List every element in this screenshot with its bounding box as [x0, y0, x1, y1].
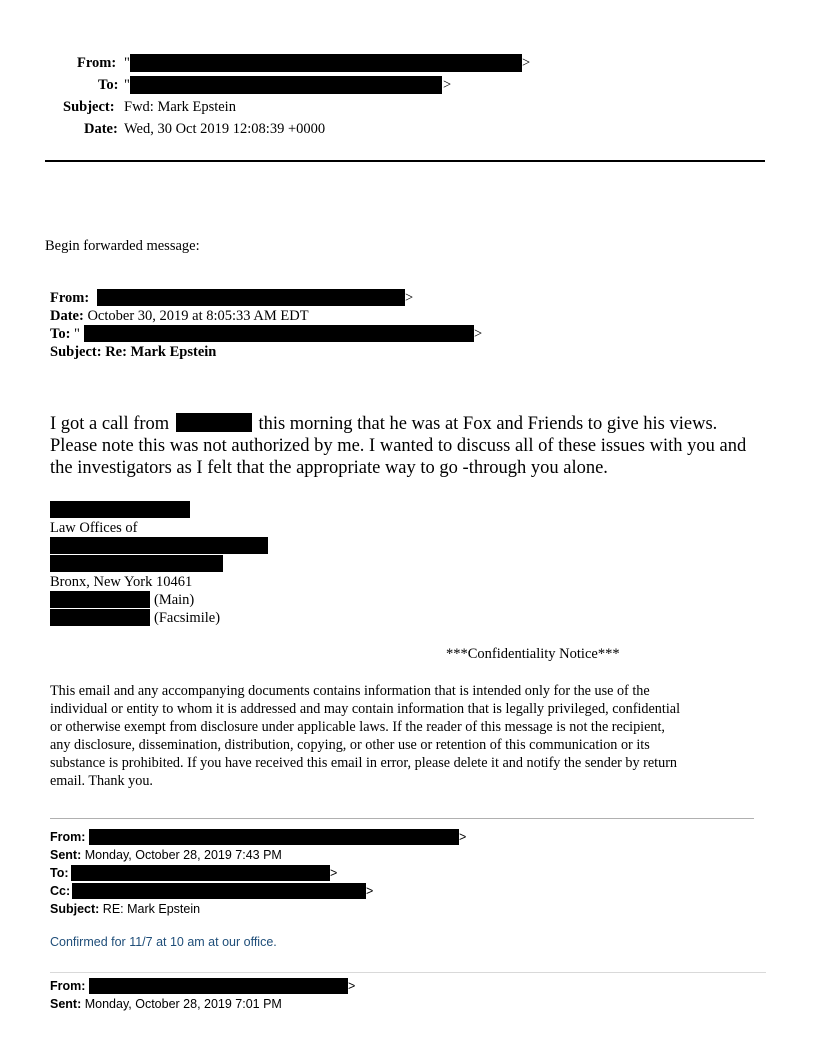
- reply-1-message: Confirmed for 11/7 at 10 am at our office.: [50, 935, 277, 949]
- signature-city: Bronx, New York 10461: [50, 574, 193, 590]
- signature-main: (Main): [154, 592, 195, 608]
- confidentiality-line: email. Thank you.: [50, 773, 153, 789]
- reply-2-sent-value: Monday, October 28, 2019 7:01 PM: [84, 997, 282, 1011]
- redaction-bar: [71, 865, 330, 881]
- forwarded-to-gt: >: [474, 326, 483, 342]
- reply-1-subject-label: Subject:: [50, 902, 100, 916]
- forwarded-from-gt: >: [405, 290, 414, 306]
- body-line-1a: I got a call from: [50, 414, 170, 434]
- body-line-1: [50, 413, 717, 435]
- confidentiality-line: substance is prohibited. If you have received this email in error, please delete it and notify the sender by return: [50, 755, 678, 771]
- reply-1-subject-row: [50, 900, 200, 918]
- forwarded-subject-value: Re: Mark Epstein: [105, 344, 217, 360]
- reply-2-sent-row: [50, 995, 282, 1013]
- body-line-2: Please note this was not authorized by me. I wanted to discuss all of these issues with you and: [50, 436, 747, 456]
- redaction-bar: [130, 54, 522, 72]
- confidentiality-line: individual or entity to whom it is addressed and may contain information that is legally privileged, confidential: [50, 701, 681, 717]
- forwarded-subject-row: [50, 343, 216, 361]
- header-from-gt: >: [522, 55, 531, 71]
- redaction-bar: [50, 609, 150, 626]
- forwarded-from-row: [50, 289, 750, 307]
- forwarded-subject-label: Subject:: [50, 344, 102, 360]
- reply-1-cc-gt: >: [366, 884, 374, 898]
- redaction-bar: [50, 501, 190, 518]
- confidentiality-line: or otherwise exempt from disclosure under applicable laws. If the reader of this message is not the recipient,: [50, 719, 665, 735]
- reply-divider: [50, 972, 766, 973]
- reply-1-cc-label: Cc:: [50, 884, 71, 898]
- header-from-quote: ": [124, 55, 130, 71]
- confidentiality-text: [50, 682, 770, 790]
- header-to-label: To:: [98, 77, 119, 93]
- reply-1-sent-value: Monday, October 28, 2019 7:43 PM: [84, 848, 282, 862]
- header-to-quote: ": [124, 77, 130, 93]
- redaction-bar: [97, 289, 405, 306]
- body-line-1b: this morning that he was at Fox and Friends to give his views.: [258, 414, 718, 434]
- forwarded-date-value: October 30, 2019 at 8:05:33 AM EDT: [87, 308, 309, 324]
- reply-2-from-row: [50, 977, 750, 995]
- header-divider: [45, 160, 765, 162]
- header-subject-label: Subject:: [63, 99, 115, 115]
- body-line-3: the investigators as I felt that the appropriate way to go -through you alone.: [50, 458, 608, 478]
- redaction-bar: [89, 978, 348, 994]
- reply-1-sent-row: [50, 846, 282, 864]
- redaction-bar: [50, 555, 223, 572]
- forwarded-to-label: To:: [50, 326, 71, 342]
- redaction-bar: [72, 883, 366, 899]
- reply-1-sent-label: Sent:: [50, 848, 82, 862]
- reply-2-sent-label: Sent:: [50, 997, 82, 1011]
- forward-intro: Begin forwarded message:: [45, 238, 200, 254]
- forwarded-date-row: [50, 307, 309, 325]
- redaction-bar: [176, 413, 252, 432]
- reply-1-to-gt: >: [330, 866, 338, 880]
- reply-divider: [50, 818, 754, 819]
- forwarded-date-label: Date:: [50, 308, 84, 324]
- confidentiality-title: ***Confidentiality Notice***: [446, 646, 620, 662]
- reply-2-from-gt: >: [348, 979, 356, 993]
- forwarded-from-label: From:: [50, 290, 90, 306]
- confidentiality-line: This email and any accompanying documents contains information that is intended only for the use of the: [50, 683, 650, 699]
- redaction-bar: [130, 76, 442, 94]
- reply-1-cc-row: [50, 882, 750, 900]
- reply-1-subject-value: RE: Mark Epstein: [102, 902, 201, 916]
- reply-1-from-label: From:: [50, 830, 86, 844]
- forwarded-to-quote: ": [74, 326, 80, 342]
- reply-1-from-row: [50, 828, 750, 846]
- header-date-label: Date:: [84, 121, 118, 137]
- redaction-bar: [84, 325, 474, 342]
- forwarded-to-row: [50, 325, 750, 343]
- confidentiality-line: any disclosure, dissemination, distribution, copying, or other use or retention of this communication or its: [50, 737, 650, 753]
- header-from-label: From:: [77, 55, 117, 71]
- reply-2-from-label: From:: [50, 979, 86, 993]
- reply-1-to-label: To:: [50, 866, 69, 880]
- header-subject-value: Fwd: Mark Epstein: [124, 99, 236, 115]
- signature-fax: (Facsimile): [154, 610, 221, 626]
- redaction-bar: [50, 537, 268, 554]
- redaction-bar: [89, 829, 459, 845]
- signature-firm: Law Offices of: [50, 520, 138, 536]
- reply-1-to-row: [50, 864, 750, 882]
- reply-1-from-gt: >: [459, 830, 467, 844]
- redaction-bar: [50, 591, 150, 608]
- header-to-gt: >: [443, 77, 452, 93]
- header-date-value: Wed, 30 Oct 2019 12:08:39 +0000: [124, 121, 326, 137]
